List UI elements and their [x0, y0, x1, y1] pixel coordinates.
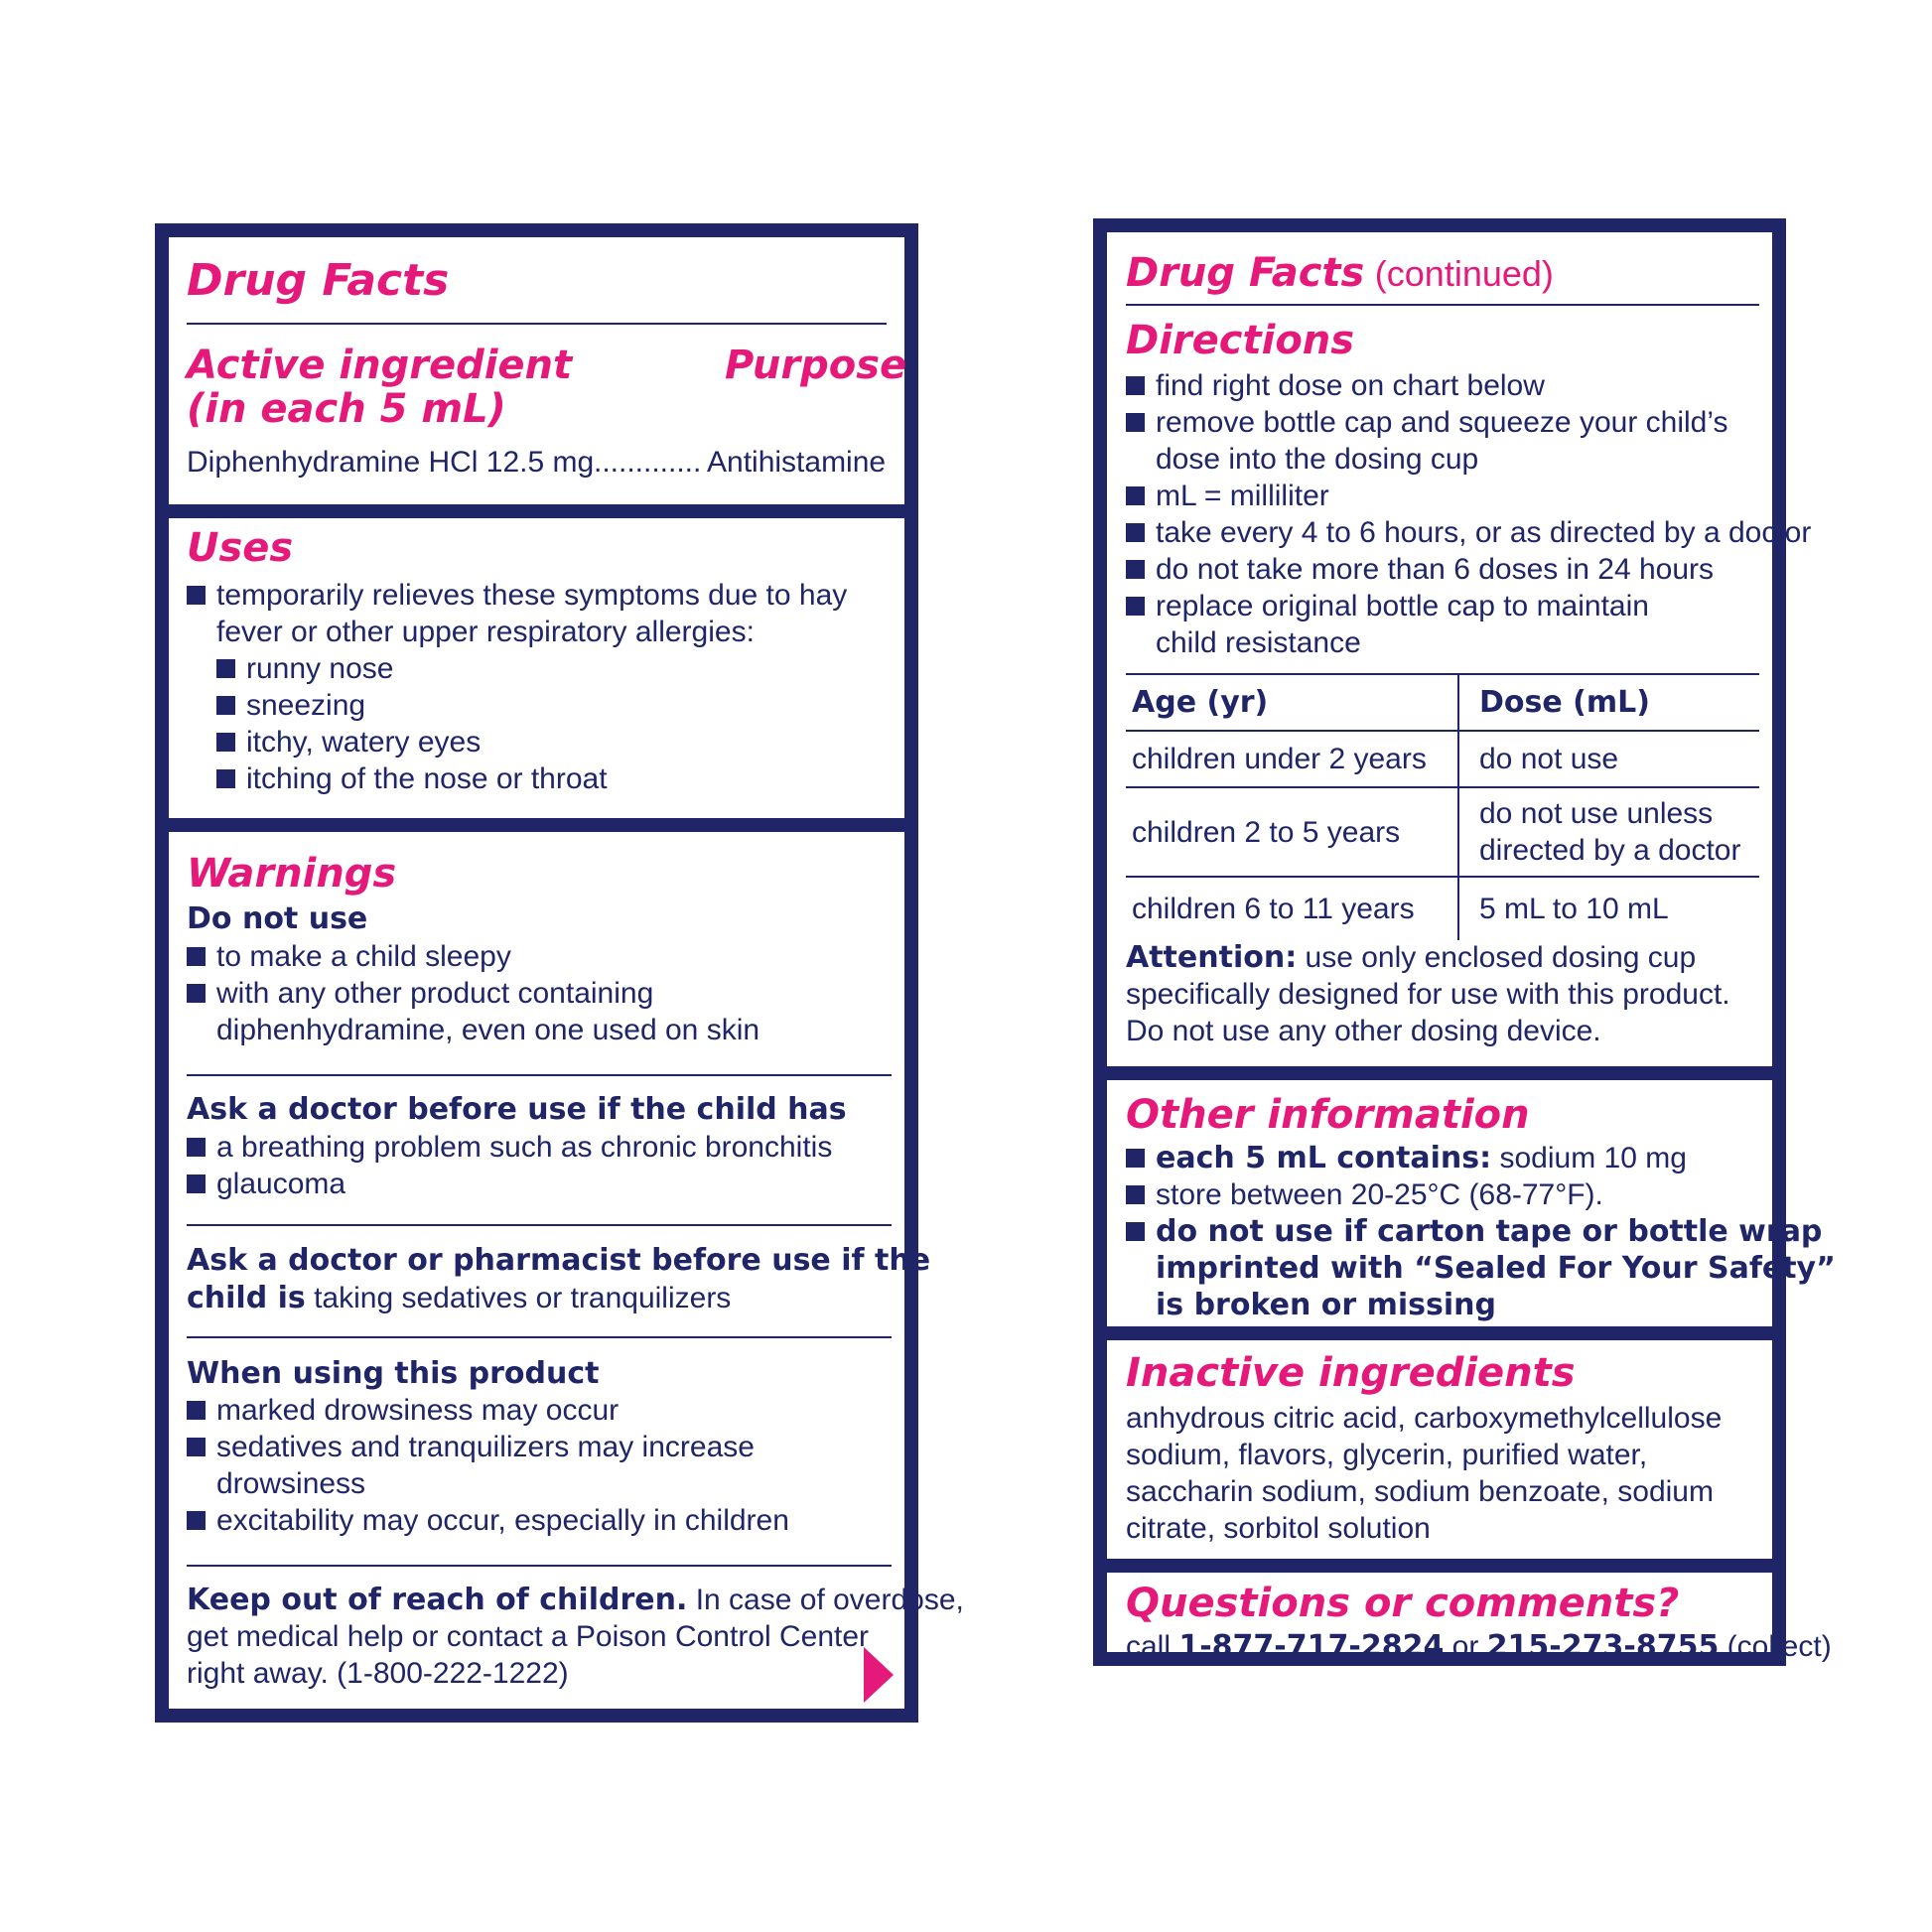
list-item: do not use if carton tape or bottle wrap [1126, 1213, 1836, 1250]
uses-item-cont: fever or other upper respiratory allergies: [216, 616, 755, 648]
square-bullet-icon [1126, 486, 1145, 505]
square-bullet-icon [187, 1438, 206, 1456]
do-not-use-heading: Do not use [187, 901, 368, 936]
table-row [1126, 877, 1759, 940]
list-item: a breathing problem such as chronic bronchitis [187, 1129, 832, 1166]
do-not-use-list [187, 938, 759, 1048]
questions-heading: Questions or comments? [1126, 1581, 1680, 1626]
when-using-list [187, 1392, 789, 1539]
active-ingredient-heading: Active ingredient [187, 343, 573, 388]
directions-list [1126, 367, 1811, 661]
table-header-row [1126, 675, 1759, 731]
list-item: itching of the nose or throat [216, 760, 608, 797]
square-bullet-icon [187, 1174, 206, 1193]
divider [187, 1224, 892, 1226]
divider [187, 1565, 892, 1567]
phone-number: 215-273-8755 [1486, 1629, 1720, 1664]
table-header-cell: Age (yr) [1126, 675, 1458, 731]
divider [187, 1074, 892, 1076]
uses-list [187, 577, 847, 650]
square-bullet-icon [1126, 413, 1145, 432]
square-bullet-icon [1126, 1222, 1145, 1241]
list-item-cont: diphenhydramine, even one used on skin [216, 1014, 760, 1046]
ingredient-dots: ............. [594, 446, 702, 479]
uses-sublist [216, 650, 608, 797]
other-information-heading: Other information [1126, 1092, 1530, 1138]
purpose-heading: Purpose [725, 343, 907, 388]
square-bullet-icon [187, 1138, 206, 1157]
section-divider [169, 504, 904, 518]
list-item: each 5 mL contains: sodium 10 mg [1126, 1140, 1836, 1176]
square-bullet-icon [1126, 376, 1145, 395]
ingredient-purpose: Antihistamine [707, 446, 887, 479]
square-bullet-icon [1126, 560, 1145, 579]
square-bullet-icon [216, 769, 235, 788]
attention-text-3: Do not use any other dosing device. [1126, 1015, 1601, 1047]
list-item-cont: is broken or missing [1156, 1288, 1496, 1322]
list-item: do not take more than 6 doses in 24 hours [1126, 551, 1811, 588]
list-item: excitability may occur, especially in children [187, 1502, 789, 1539]
table-row [1126, 731, 1759, 787]
square-bullet-icon [1126, 597, 1145, 616]
inactive-ingredients-line: sodium, flavors, glycerin, purified water, [1126, 1439, 1648, 1471]
table-cell: do not use unless directed by a doctor [1458, 787, 1759, 877]
list-item: to make a child sleepy [187, 938, 759, 975]
phone-number: 1-877-717-2824 [1178, 1629, 1445, 1664]
divider [1126, 304, 1759, 306]
table-cell: 5 mL to 10 mL [1479, 893, 1669, 925]
square-bullet-icon [1126, 1185, 1145, 1204]
divider [187, 323, 887, 325]
section-divider [1107, 1559, 1772, 1573]
divider [187, 1336, 892, 1338]
square-bullet-icon [187, 1401, 206, 1420]
directions-heading: Directions [1126, 318, 1355, 363]
list-item: mL = milliliter [1126, 478, 1811, 514]
when-using-heading: When using this product [187, 1356, 600, 1391]
table-cell: do not use [1458, 731, 1759, 787]
keep-out-text-3: right away. (1-800-222-1222) [187, 1657, 569, 1690]
ask-doctor-list [187, 1129, 832, 1202]
table-cell: children 2 to 5 years [1126, 787, 1458, 877]
square-bullet-icon [216, 696, 235, 715]
list-item: take every 4 to 6 hours, or as directed by a doctor [1126, 514, 1811, 551]
section-divider [1107, 1066, 1772, 1080]
square-bullet-icon [1126, 1149, 1145, 1168]
section-divider [169, 818, 904, 832]
list-item: marked drowsiness may occur [187, 1392, 789, 1429]
list-item: sneezing [216, 687, 608, 724]
square-bullet-icon [187, 947, 206, 966]
keep-out-text-2: get medical help or contact a Poison Control Center [187, 1620, 870, 1653]
ask-pharmacist-heading: Ask a doctor or pharmacist before use if the [187, 1243, 931, 1278]
list-item: runny nose [216, 650, 608, 687]
list-item: store between 20-25°C (68-77°F). [1126, 1176, 1836, 1213]
triangle-right-icon [864, 1647, 894, 1703]
square-bullet-icon [1126, 523, 1145, 542]
list-item-cont: drowsiness [216, 1467, 366, 1500]
list-item: remove bottle cap and squeeze your child’s [1126, 404, 1811, 441]
attention-text-2: specifically designed for use with this product. [1126, 978, 1730, 1011]
square-bullet-icon [187, 984, 206, 1003]
uses-heading: Uses [187, 525, 294, 571]
drug-facts-continued-title: Drug Facts (continued) [1126, 250, 1554, 296]
warnings-heading: Warnings [187, 851, 397, 897]
drug-facts-panel-left [155, 223, 964, 1723]
table-row [1126, 787, 1759, 877]
inactive-ingredients-heading: Inactive ingredients [1126, 1350, 1576, 1396]
drug-facts-title: Drug Facts [187, 255, 450, 306]
list-item: itchy, watery eyes [216, 724, 608, 760]
square-bullet-icon [216, 733, 235, 752]
other-information-list [1126, 1140, 1836, 1323]
square-bullet-icon [187, 586, 206, 605]
square-bullet-icon [187, 1511, 206, 1530]
list-item-cont: imprinted with “Sealed For Your Safety” [1156, 1251, 1836, 1286]
list-item: find right dose on chart below [1126, 367, 1811, 404]
uses-item: temporarily relieves these symptoms due to hay [187, 577, 847, 614]
ask-pharmacist-text: child is taking sedatives or tranquilizers [187, 1281, 732, 1315]
inactive-ingredients-line: saccharin sodium, sodium benzoate, sodium [1126, 1475, 1714, 1508]
section-divider [1107, 1326, 1772, 1340]
list-item: glaucoma [187, 1166, 832, 1202]
questions-contact: call 1-877-717-2824 or 215-273-8755 (collect) [1126, 1629, 1832, 1664]
inactive-ingredients-line: anhydrous citric acid, carboxymethylcellulose [1126, 1402, 1723, 1435]
list-item: replace original bottle cap to maintain [1126, 588, 1811, 624]
list-item: sedatives and tranquilizers may increase [187, 1429, 789, 1465]
ask-doctor-heading: Ask a doctor before use if the child has [187, 1092, 847, 1127]
active-ingredient-subheading: (in each 5 mL) [187, 386, 506, 432]
square-bullet-icon [216, 659, 235, 678]
list-item-cont: dose into the dosing cup [1156, 443, 1479, 476]
list-item-cont: child resistance [1156, 626, 1361, 659]
attention-text: Attention: use only enclosed dosing cup [1126, 940, 1697, 975]
drug-facts-panel-right [1093, 218, 1836, 1666]
table-cell: children under 2 years [1126, 731, 1458, 787]
list-item: with any other product containing [187, 975, 759, 1012]
ingredient-name: Diphenhydramine HCl 12.5 mg [187, 446, 595, 479]
inactive-ingredients-line: citrate, sorbitol solution [1126, 1512, 1431, 1545]
table-header-cell: Dose (mL) [1458, 675, 1759, 731]
table-cell: children 6 to 11 years [1126, 877, 1458, 940]
dose-table [1126, 675, 1759, 940]
keep-out-text: Keep out of reach of children. In case of overdose, [187, 1583, 964, 1617]
